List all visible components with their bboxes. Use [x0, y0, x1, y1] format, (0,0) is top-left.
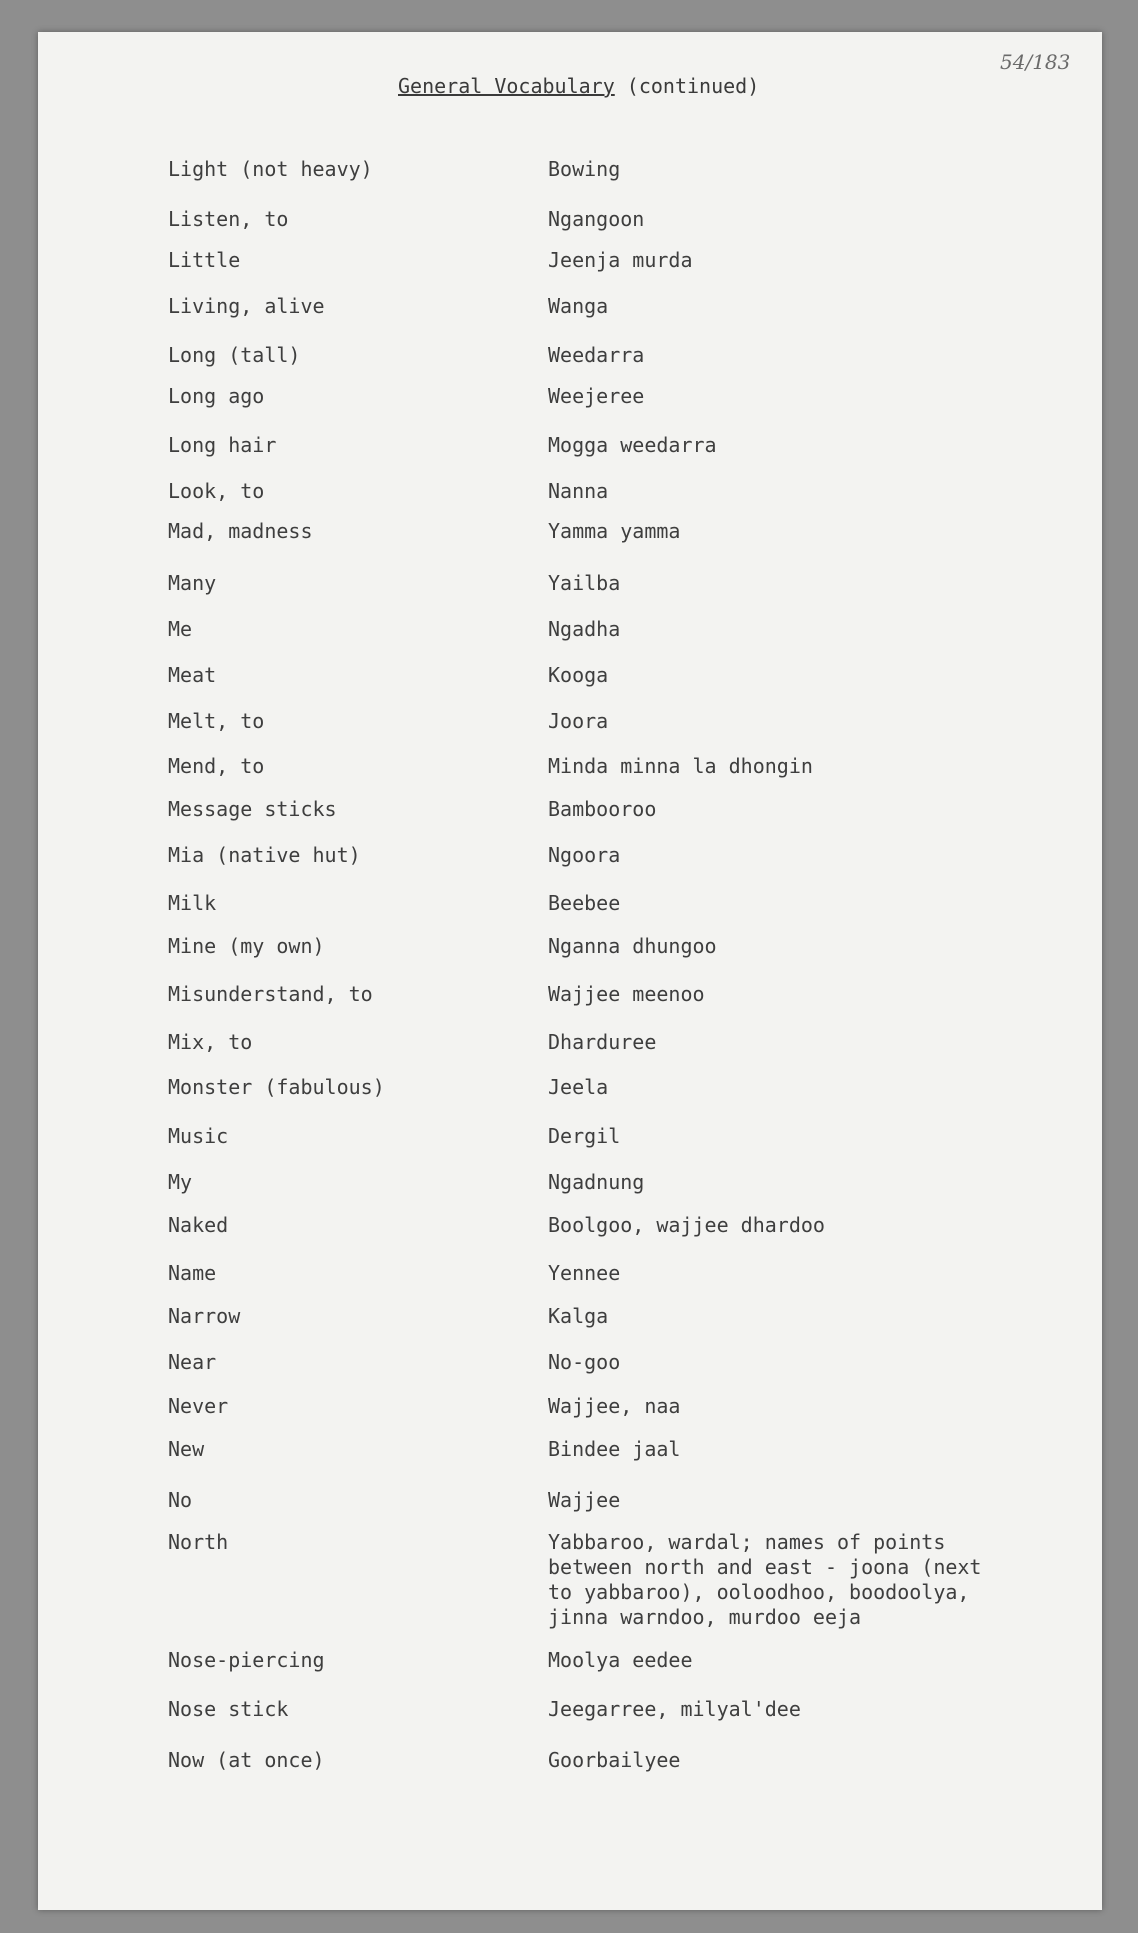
entry-translation: Joora: [548, 709, 609, 733]
entry-translation: Kooga: [548, 663, 609, 687]
entry-translation: Dharduree: [548, 1030, 657, 1054]
entry-translation: Nanna: [548, 479, 609, 503]
entry-translation: Yennee: [548, 1261, 621, 1285]
entry-term: My: [168, 1170, 193, 1194]
entry-translation: Bambooroo: [548, 797, 657, 821]
entry-term: No: [168, 1488, 193, 1512]
entry-term: Naked: [168, 1213, 229, 1237]
entry-term: Name: [168, 1261, 217, 1285]
entry-translation: No-goo: [548, 1350, 621, 1374]
entry-translation: Weejeree: [548, 384, 645, 408]
entry-translation: Bowing: [548, 157, 621, 181]
entry-translation: Kalga: [548, 1304, 609, 1328]
entry-term: Narrow: [168, 1304, 241, 1328]
entry-translation: Mogga weedarra: [548, 433, 717, 457]
entry-term: Living, alive: [168, 294, 325, 318]
entry-term: Little: [168, 248, 241, 272]
entry-translation: Weedarra: [548, 343, 645, 367]
entry-translation: Jeela: [548, 1075, 609, 1099]
entry-term: Many: [168, 571, 217, 595]
entry-term: Monster (fabulous): [168, 1075, 385, 1099]
entry-translation: Minda minna la dhongin: [548, 754, 813, 778]
entry-translation: Wajjee meenoo: [548, 982, 705, 1006]
entry-translation: Beebee: [548, 891, 621, 915]
entry-term: Mad, madness: [168, 519, 313, 543]
entry-translation: Yailba: [548, 571, 621, 595]
entry-translation: Yamma yamma: [548, 519, 681, 543]
entry-translation: Bindee jaal: [548, 1437, 681, 1461]
entry-translation: Wajjee, naa: [548, 1394, 681, 1418]
entry-term: Near: [168, 1350, 217, 1374]
entry-translation: Jeenja murda: [548, 248, 693, 272]
entry-term: Now (at once): [168, 1748, 325, 1772]
entry-term: New: [168, 1437, 205, 1461]
entry-translation: Dergil: [548, 1124, 621, 1148]
entry-term: Mix, to: [168, 1030, 253, 1054]
entry-translation: Wanga: [548, 294, 609, 318]
entry-term: Mia (native hut): [168, 843, 361, 867]
entry-translation: Wajjee: [548, 1488, 621, 1512]
entry-translation: Nganna dhungoo: [548, 934, 717, 958]
entry-translation: Moolya eedee: [548, 1648, 693, 1672]
entry-translation: Ngangoon: [548, 207, 645, 231]
page-title: [398, 74, 759, 98]
entry-term: Light (not heavy): [168, 157, 373, 181]
title-main: General Vocabulary: [398, 74, 615, 98]
entry-translation: Ngoora: [548, 843, 621, 867]
title-suffix: (continued): [626, 74, 760, 98]
entry-translation: Goorbailyee: [548, 1748, 681, 1772]
entry-term: Meat: [168, 663, 217, 687]
entry-translation: Ngadha: [548, 617, 621, 641]
entry-term: Long ago: [168, 384, 265, 408]
entry-term: Listen, to: [168, 207, 289, 231]
entry-term: Melt, to: [168, 709, 265, 733]
entry-term: Me: [168, 617, 193, 641]
entry-translation: Boolgoo, wajjee dhardoo: [548, 1213, 825, 1237]
document-page: [38, 32, 1102, 1910]
entry-term: North: [168, 1530, 229, 1554]
entry-term: Message sticks: [168, 797, 337, 821]
entry-term: Misunderstand, to: [168, 982, 373, 1006]
entry-term: Long hair: [168, 433, 277, 457]
entry-term: Nose-piercing: [168, 1648, 325, 1672]
entry-term: Mend, to: [168, 754, 265, 778]
entry-term: Milk: [168, 891, 217, 915]
entry-term: Nose stick: [168, 1697, 289, 1721]
entry-translation: Ngadnung: [548, 1170, 645, 1194]
entry-term: Look, to: [168, 479, 265, 503]
entry-term: Music: [168, 1124, 229, 1148]
entry-term: Mine (my own): [168, 934, 325, 958]
page-number: 54/183: [1000, 50, 1071, 74]
entry-translation: Jeegarree, milyal'dee: [548, 1697, 801, 1721]
entry-translation: Yabbaroo, wardal; names of points between north and east - joona (next to yabbaroo), ooloodhoo, boodoolya, jinna warndoo, murdoo eeja: [548, 1530, 982, 1629]
entry-term: Long (tall): [168, 343, 301, 367]
entry-term: Never: [168, 1394, 229, 1418]
